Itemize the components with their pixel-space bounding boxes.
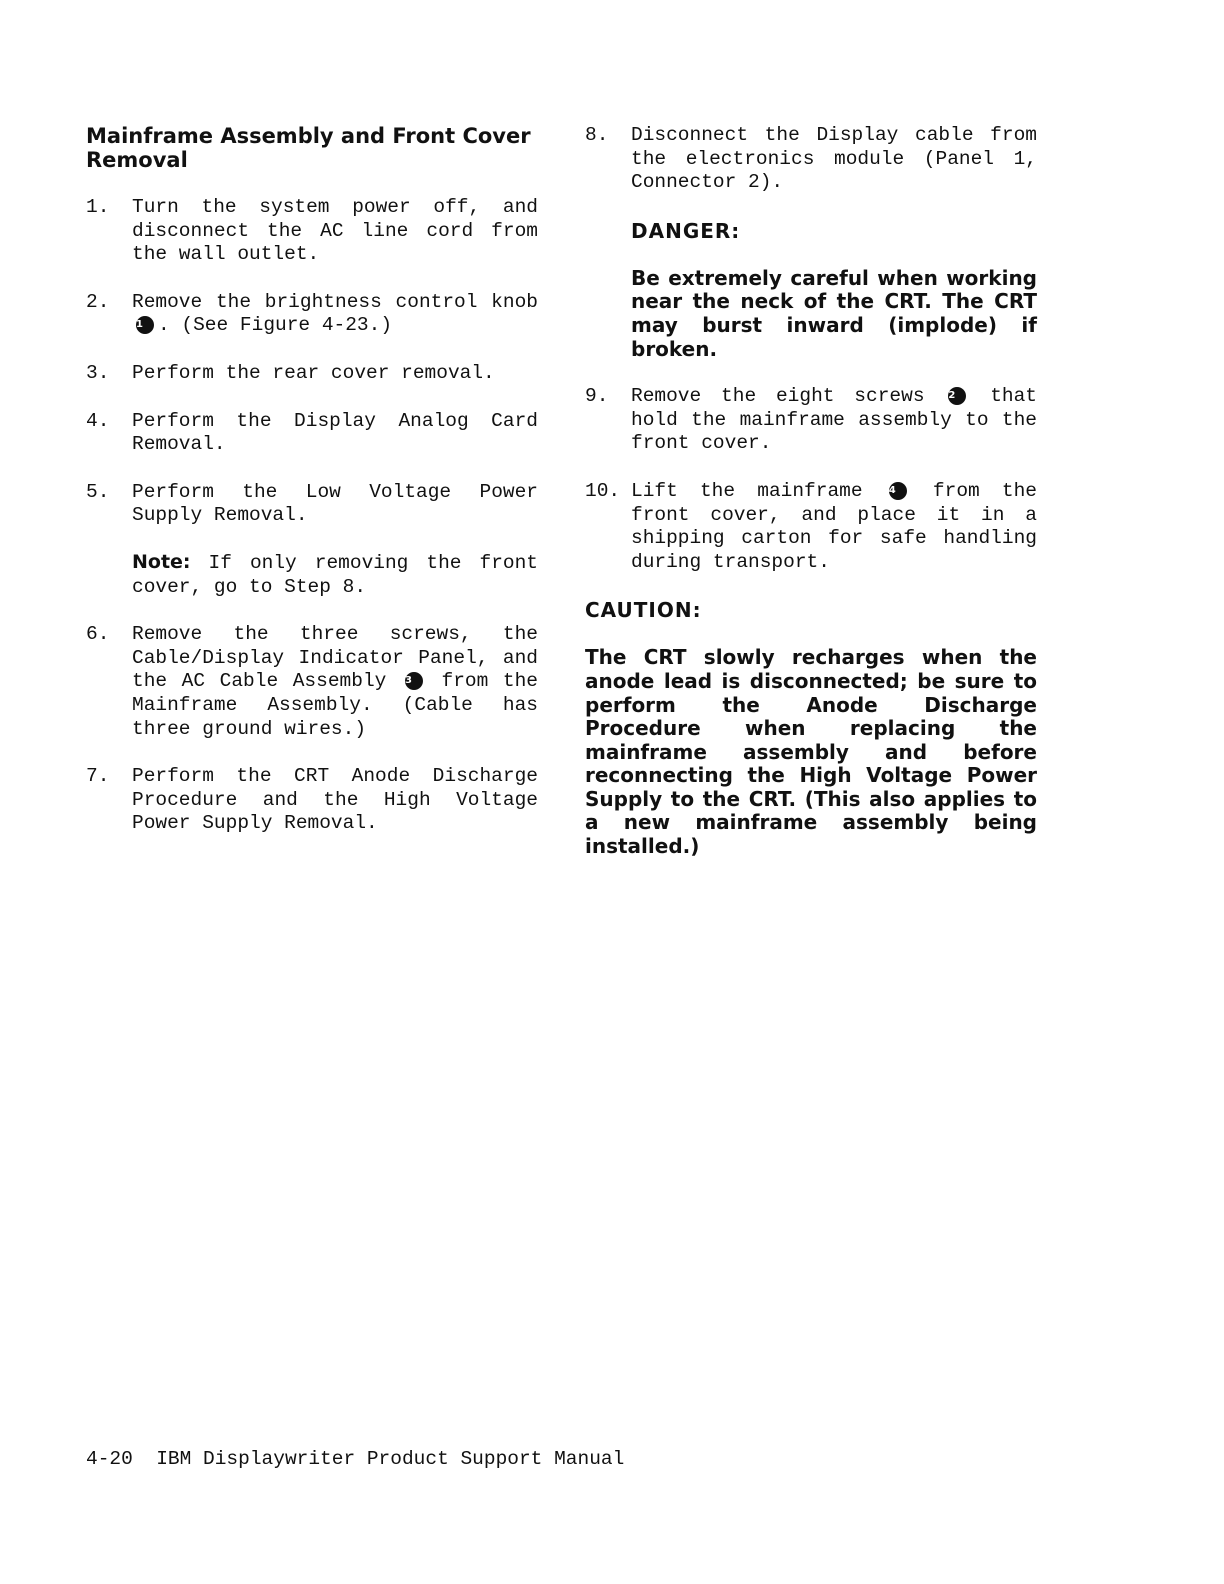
step-text bbox=[132, 291, 538, 338]
section-title: Mainframe Assembly and Front Cover Removal bbox=[86, 124, 531, 172]
step-9 bbox=[585, 385, 1037, 456]
step-text bbox=[631, 385, 1037, 456]
step-text bbox=[631, 480, 1037, 574]
step-6 bbox=[86, 623, 538, 741]
callout-4-icon: 4 bbox=[889, 482, 907, 500]
step-number: 5. bbox=[86, 480, 110, 503]
step-content bbox=[132, 481, 538, 599]
caution-label: CAUTION: bbox=[585, 598, 702, 623]
step-text-part: Remove the eight screws bbox=[631, 385, 925, 408]
step-1 bbox=[86, 196, 538, 267]
step-text-part: Lift the mainframe bbox=[631, 479, 863, 502]
callout-3-icon: 3 bbox=[405, 672, 423, 690]
step-text-part: . (See Figure 4-23.) bbox=[158, 314, 393, 337]
step-5 bbox=[86, 481, 538, 599]
step-text: Perform the rear cover removal. bbox=[132, 361, 495, 384]
step-text bbox=[132, 623, 538, 741]
step-number: 2. bbox=[86, 290, 110, 313]
step-text: Perform the Low Voltage Power Supply Removal. bbox=[132, 480, 538, 527]
left-column bbox=[86, 124, 538, 860]
step-number: 1. bbox=[86, 196, 110, 218]
step-text-part: from the Mainframe Assembly. (Cable has three ground wires.) bbox=[132, 670, 539, 740]
manual-title: IBM Displaywriter Product Support Manual bbox=[156, 1448, 625, 1470]
step-text: Disconnect the Display cable from the electronics module (Panel 1, Connector 2). bbox=[631, 124, 1037, 194]
page-footer bbox=[86, 1447, 624, 1471]
callout-1-icon: 1 bbox=[136, 316, 154, 334]
note-label: Note: bbox=[132, 550, 191, 573]
step-text: Turn the system power off, and disconnect the AC line cord from the wall outlet. bbox=[132, 196, 538, 266]
step-text-part: from the front cover, and place it in a shipping carton for safe handling during transport. bbox=[631, 479, 1038, 573]
right-column bbox=[585, 124, 1037, 859]
step-text: Perform the CRT Anode Discharge Procedure and the High Voltage Power Supply Removal. bbox=[132, 765, 538, 835]
step-text: Perform the Display Analog Card Removal. bbox=[132, 409, 538, 456]
step-7 bbox=[86, 765, 538, 836]
note-text: If only removing the front cover, go to Step 8. bbox=[132, 551, 539, 598]
step-number: 7. bbox=[86, 765, 110, 788]
step-number: 10. bbox=[585, 479, 621, 502]
step-number: 3. bbox=[86, 361, 110, 384]
step-8 bbox=[585, 124, 1037, 195]
danger-label: DANGER: bbox=[631, 218, 741, 243]
callout-2-icon: 2 bbox=[948, 387, 966, 405]
step-text-part: Remove the brightness control knob bbox=[132, 290, 538, 313]
step-text-part: that hold the mainframe assembly to the front cover. bbox=[631, 385, 1037, 455]
note bbox=[132, 551, 538, 599]
page-number: 4-20 bbox=[86, 1448, 133, 1470]
step-number: 6. bbox=[86, 623, 110, 646]
caution-text: The CRT slowly recharges when the anode lead is disconnected; be sure to perform the Anode Discharge Procedure when replacing the mainframe assembly and before reconnecting the High Voltage Power Supply to the CRT. (This also applies to a new mainframe assembly being installed.) bbox=[585, 645, 1037, 859]
step-3 bbox=[86, 362, 538, 386]
step-number: 4. bbox=[86, 409, 110, 432]
step-4 bbox=[86, 410, 538, 457]
step-text-part: Remove the three screws, the Cable/Display Indicator Panel, and the AC Cable Assembly bbox=[132, 623, 538, 693]
step-2 bbox=[86, 291, 538, 338]
step-10 bbox=[585, 480, 1037, 574]
step-number: 9. bbox=[585, 385, 609, 408]
step-number: 8. bbox=[585, 124, 609, 146]
danger-text: Be extremely careful when working near the neck of the CRT. The CRT may burst inward (implode) if broken. bbox=[631, 265, 1037, 361]
